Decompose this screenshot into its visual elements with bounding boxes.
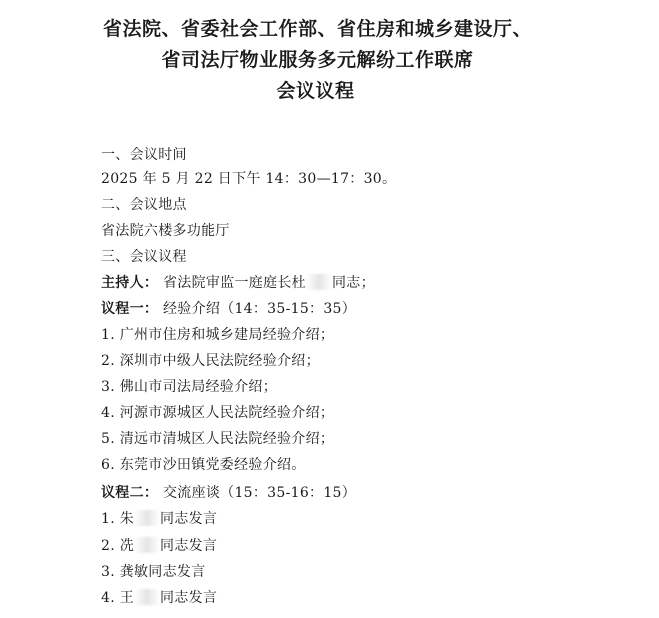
- agenda-two-label: 议程二：: [101, 485, 159, 501]
- meeting-place: 省法院六楼多功能厅: [101, 223, 230, 239]
- title-line-2: 省司法厅物业服务多元解纷工作联席: [161, 49, 474, 71]
- host-value: 省法院审监一庭庭长杜: [162, 275, 306, 291]
- speaker-prefix: 1. 朱: [101, 511, 135, 527]
- agenda-one-line: [101, 298, 356, 318]
- title-line-1: 省法院、省委社会工作部、省住房和城乡建设厅、: [102, 18, 532, 40]
- redacted-name: [134, 510, 160, 526]
- redacted-name: [134, 537, 160, 553]
- speaker-prefix: 4. 王: [101, 590, 135, 606]
- speaker-prefix: 3. 龚敏同志发言: [101, 564, 206, 580]
- speaker-suffix: 同志发言: [160, 590, 218, 606]
- agenda-two-item: [101, 561, 206, 581]
- agenda-one-item: 5. 清远市清城区人民法院经验介绍；: [101, 431, 335, 447]
- speaker-prefix: 2. 冼: [101, 538, 135, 554]
- agenda-one-item: 6. 东莞市沙田镇党委经验介绍。: [101, 457, 306, 473]
- title-line-3: 会议议程: [276, 80, 355, 102]
- host-value-suffix: 同志；: [331, 275, 375, 291]
- speaker-suffix: 同志发言: [160, 511, 218, 527]
- section-agenda-heading: 三、会议议程: [101, 249, 187, 265]
- agenda-two-item: [101, 535, 217, 555]
- agenda-one-item: 1. 广州市住房和城乡建局经验介绍；: [101, 327, 335, 343]
- redacted-name: [306, 274, 332, 290]
- agenda-one-value: 经验介绍（14：35-15：35）: [162, 301, 357, 317]
- agenda-one-item: 3. 佛山市司法局经验介绍；: [101, 379, 278, 395]
- agenda-two-line: [101, 482, 356, 502]
- meeting-time: 2025 年 5 月 22 日下午 14：30—17：30。: [101, 171, 397, 187]
- speaker-suffix: 同志发言: [160, 538, 218, 554]
- agenda-two-item: [101, 587, 217, 607]
- redacted-name: [134, 589, 160, 605]
- section-time-heading: 一、会议时间: [101, 147, 187, 163]
- agenda-two-item: [101, 508, 217, 528]
- agenda-two-value: 交流座谈（15：35-16：15）: [162, 485, 357, 501]
- host-line: [101, 272, 375, 292]
- agenda-one-item: 2. 深圳市中级人民法院经验介绍；: [101, 353, 320, 369]
- host-label: 主持人：: [101, 275, 159, 291]
- section-place-heading: 二、会议地点: [101, 197, 187, 213]
- agenda-one-label: 议程一：: [101, 301, 159, 317]
- agenda-one-item: 4. 河源市源城区人民法院经验介绍；: [101, 405, 335, 421]
